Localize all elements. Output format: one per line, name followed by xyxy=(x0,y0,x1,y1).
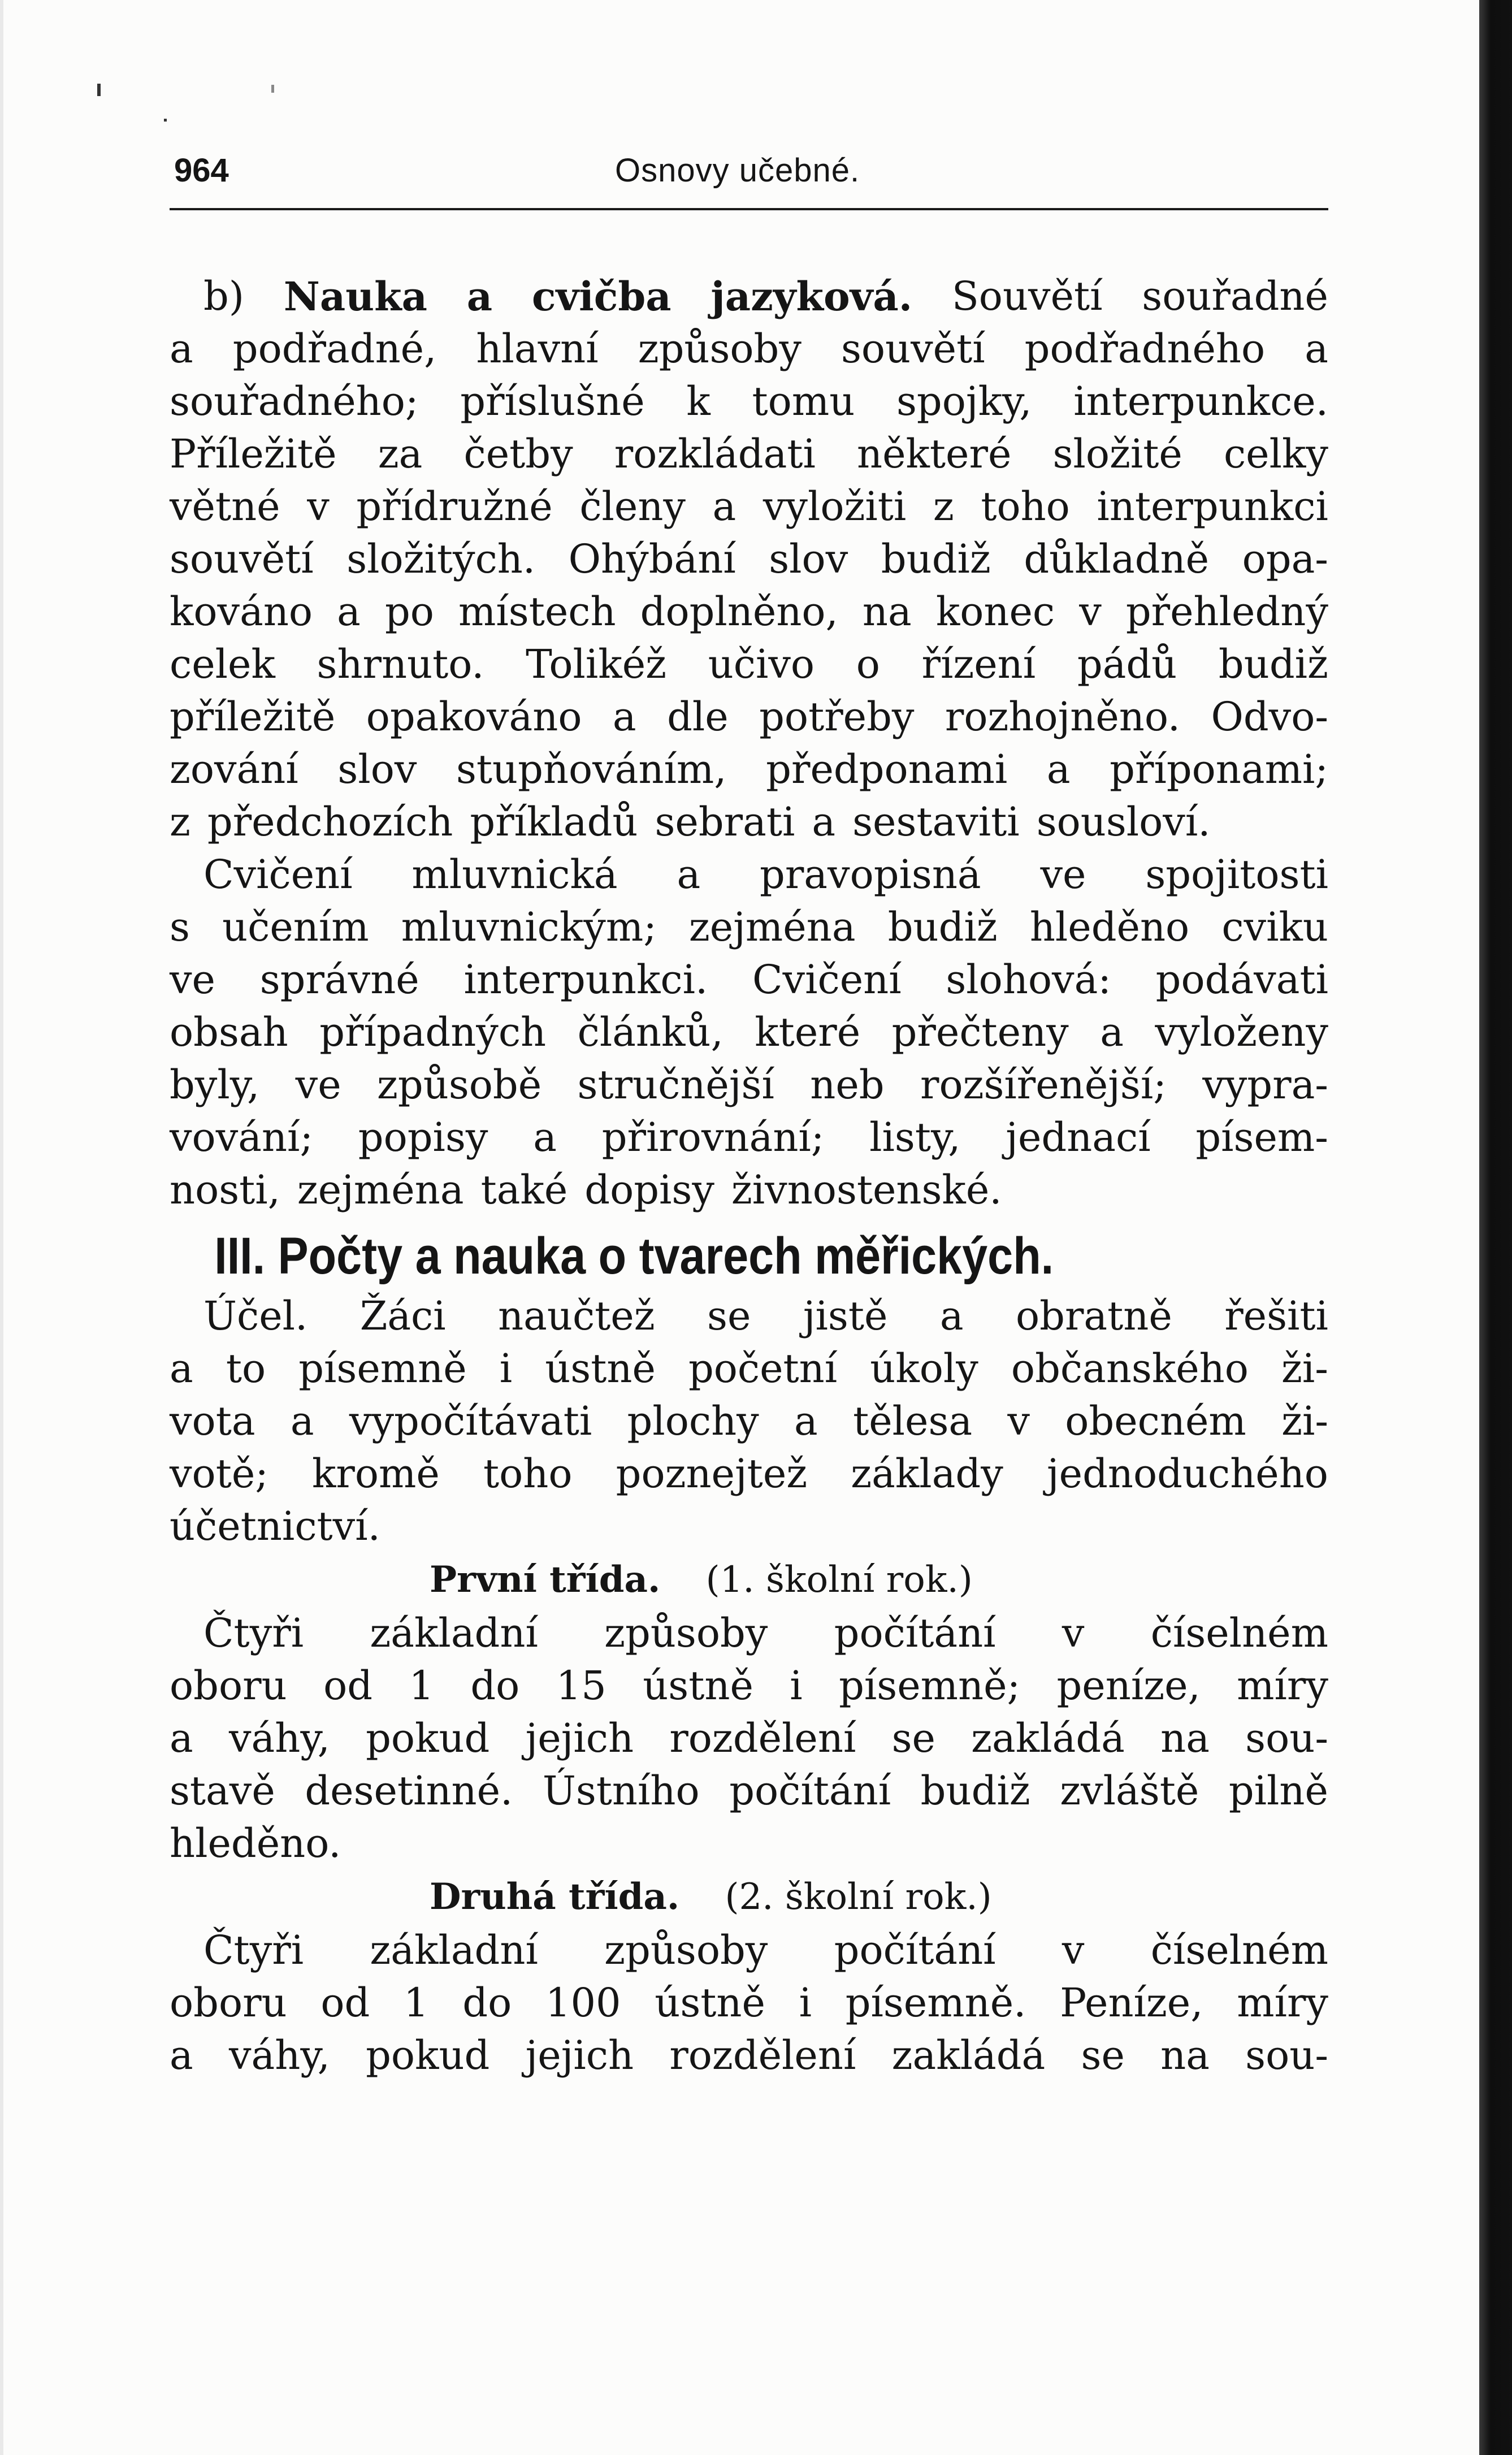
text-line xyxy=(170,1977,1328,2029)
word: řízení xyxy=(921,641,1036,687)
word: vypra- xyxy=(1202,1062,1328,1108)
word: rozdělení xyxy=(669,2032,856,2079)
text-line xyxy=(170,270,1328,323)
word: vyložiti xyxy=(763,483,907,530)
word: na xyxy=(1160,1715,1210,1761)
word: k xyxy=(686,378,710,425)
word: zejména xyxy=(297,1167,464,1213)
word: na xyxy=(862,588,912,635)
scan-right-edge-shadow xyxy=(1479,0,1512,2455)
word: desetinné. xyxy=(305,1768,513,1814)
word: celky xyxy=(1223,431,1328,477)
word: živnostenské. xyxy=(731,1167,1002,1213)
running-title: Osnovy učebné. xyxy=(615,152,860,189)
word: konec xyxy=(935,588,1055,635)
word: sebrati xyxy=(655,799,795,845)
word: slov xyxy=(769,536,848,582)
word: hlavní xyxy=(476,326,599,372)
word: slohová: xyxy=(946,956,1111,1003)
word: budiž xyxy=(920,1768,1030,1814)
paragraph-language-study xyxy=(170,270,1328,848)
word: votě; xyxy=(170,1451,268,1497)
word: shrnuto. xyxy=(317,641,484,687)
word: Účel. xyxy=(203,1293,308,1339)
word: a xyxy=(533,1114,557,1161)
word: toho xyxy=(981,483,1070,530)
word: a xyxy=(1100,1009,1124,1055)
word: a xyxy=(794,1398,818,1444)
text-line xyxy=(170,375,1328,428)
text-line xyxy=(170,691,1328,743)
word: rozhojněno. xyxy=(945,694,1181,740)
word: příslušné xyxy=(460,378,645,425)
word: početní xyxy=(688,1345,838,1392)
word: stupňováním, xyxy=(456,746,727,793)
word: a xyxy=(170,2032,193,2079)
word: přehledný xyxy=(1125,588,1328,635)
word: přirovnání; xyxy=(601,1114,825,1161)
word: z xyxy=(170,799,190,845)
word: ústně xyxy=(545,1345,656,1392)
word: sousloví. xyxy=(1036,799,1211,845)
word: Čtyři xyxy=(203,1927,304,1973)
word: správné xyxy=(259,956,419,1003)
word: ži- xyxy=(1281,1345,1328,1392)
word: zejména xyxy=(688,904,856,950)
word: ve xyxy=(295,1062,341,1108)
word: číselném xyxy=(1150,1610,1328,1656)
word: Odvo- xyxy=(1211,694,1328,740)
word: a xyxy=(612,694,636,740)
text-line xyxy=(170,1817,1328,1870)
word: dle xyxy=(667,694,729,740)
word: jejich xyxy=(525,1715,634,1761)
word: příponami; xyxy=(1110,746,1328,793)
word: celek xyxy=(170,641,275,687)
text-line xyxy=(170,638,1328,691)
paragraph-exercises xyxy=(170,848,1328,1216)
word: budiž xyxy=(881,536,991,582)
text-line xyxy=(170,1059,1328,1111)
word: neb xyxy=(810,1062,885,1108)
word: počítání xyxy=(834,1610,996,1656)
word: Ústního xyxy=(542,1768,700,1814)
class-title: První třída. xyxy=(430,1558,661,1601)
word: interpunkci xyxy=(1097,483,1328,530)
text-line xyxy=(170,2029,1328,2082)
word: zvláště xyxy=(1060,1768,1199,1814)
text-line xyxy=(170,1006,1328,1059)
word: ve xyxy=(170,956,215,1003)
word: písemně xyxy=(298,1345,467,1392)
word: a xyxy=(170,326,193,372)
word: cvičba xyxy=(531,273,671,320)
word: plochy xyxy=(627,1398,759,1444)
word: vování; xyxy=(170,1114,314,1161)
text-line xyxy=(170,1395,1328,1448)
word: počítání xyxy=(729,1768,891,1814)
word: obsah xyxy=(170,1009,288,1055)
word: jejich xyxy=(525,2032,634,2079)
word: hleděno. xyxy=(170,1820,341,1867)
text-line xyxy=(170,323,1328,375)
word: způsoby xyxy=(604,1610,768,1656)
scan-speck xyxy=(271,85,274,93)
word: popisy xyxy=(358,1114,488,1161)
page-number: 964 xyxy=(174,152,229,189)
word: z xyxy=(933,483,954,530)
word: způsoby xyxy=(638,326,802,372)
word: ústně xyxy=(655,1980,765,2026)
word: složitých. xyxy=(346,536,536,582)
word: 100 xyxy=(545,1980,621,2026)
word: četby xyxy=(463,431,573,477)
word: písemně. xyxy=(845,1980,1026,2026)
word: s xyxy=(170,904,190,950)
word: a xyxy=(337,588,361,635)
section-heading: III. Počty a nauka o tvarech měřických. xyxy=(214,1227,1054,1285)
paragraph-first-class xyxy=(170,1607,1328,1870)
word: interpunkce. xyxy=(1073,378,1328,425)
word: mluvnická xyxy=(411,851,618,898)
word: b) xyxy=(203,273,245,319)
body-text xyxy=(170,270,1328,2082)
word: nosti, xyxy=(170,1167,280,1213)
word: sou- xyxy=(1245,2032,1328,2079)
word: zakládá xyxy=(971,1715,1125,1761)
word: Příležitě xyxy=(170,431,337,477)
word: tomu xyxy=(752,378,855,425)
word: hleděno xyxy=(1029,904,1190,950)
word: pokud xyxy=(366,1715,490,1761)
word: místech xyxy=(458,588,616,635)
word: vota xyxy=(170,1398,255,1444)
word: to xyxy=(226,1345,266,1392)
word: předponami xyxy=(766,746,1008,793)
word: souřadné xyxy=(1142,273,1328,319)
word: pilně xyxy=(1228,1768,1328,1814)
word: a xyxy=(677,851,701,898)
word: i xyxy=(799,1980,812,2026)
word: také xyxy=(480,1167,568,1213)
word: způsoby xyxy=(604,1927,768,1973)
text-line xyxy=(170,480,1328,533)
word: i xyxy=(499,1345,513,1392)
word: od xyxy=(323,1662,373,1709)
text-line xyxy=(170,586,1328,638)
word: příkladů xyxy=(470,799,638,845)
word: Cvičení xyxy=(203,851,353,898)
word: stručnější xyxy=(577,1062,774,1108)
word: občanského xyxy=(1011,1345,1249,1392)
word: tělesa xyxy=(853,1398,973,1444)
word: Ohýbání xyxy=(568,536,736,582)
word: ústně xyxy=(643,1662,753,1709)
word: pádů xyxy=(1077,641,1177,687)
word: vyloženy xyxy=(1155,1009,1328,1055)
word: potřeby xyxy=(759,694,915,740)
word: přečteny xyxy=(891,1009,1069,1055)
word: od xyxy=(320,1980,370,2026)
word: rozkládati xyxy=(614,431,816,477)
word: číselném xyxy=(1150,1927,1328,1973)
word: spojky, xyxy=(896,378,1032,425)
word: a xyxy=(290,1398,314,1444)
text-line xyxy=(170,533,1328,586)
scan-left-edge xyxy=(0,0,3,2455)
word: byly, xyxy=(170,1062,260,1108)
word: které xyxy=(755,1009,861,1055)
class-title: Druhá třída. xyxy=(430,1876,680,1918)
word: základní xyxy=(370,1610,538,1656)
word: a xyxy=(170,1345,193,1392)
word: a xyxy=(812,799,836,845)
word: rozšířenější; xyxy=(920,1062,1167,1108)
word: jednoduchého xyxy=(1046,1451,1328,1497)
word: se xyxy=(707,1293,751,1339)
school-year: (1. školní rok.) xyxy=(705,1559,973,1601)
page-header xyxy=(174,148,1327,193)
word: Peníze, xyxy=(1060,1980,1203,2026)
word: způsobě xyxy=(377,1062,542,1108)
word: Souvětí xyxy=(951,273,1103,319)
word: písemně; xyxy=(839,1662,1021,1709)
word: souvětí xyxy=(841,326,985,372)
word: do xyxy=(470,1662,520,1709)
word: váhy, xyxy=(228,2032,330,2079)
word: budiž xyxy=(887,904,998,950)
text-line xyxy=(170,1343,1328,1395)
text-line xyxy=(170,428,1328,480)
word: oboru xyxy=(170,1980,287,2026)
word: spojitosti xyxy=(1145,851,1328,898)
text-line xyxy=(170,1765,1328,1817)
header-rule xyxy=(170,208,1328,210)
word: základní xyxy=(370,1927,538,1973)
text-line xyxy=(170,796,1328,848)
school-year: (2. školní rok.) xyxy=(725,1876,992,1918)
word: slov xyxy=(337,746,417,793)
word: v xyxy=(307,483,330,530)
word: míry xyxy=(1237,1662,1328,1709)
word: Nauka xyxy=(283,273,427,320)
word: větné xyxy=(170,483,280,530)
word: důkladně xyxy=(1024,536,1210,582)
word: podávati xyxy=(1155,956,1328,1003)
word: oboru xyxy=(170,1662,287,1709)
text-line xyxy=(170,1111,1328,1164)
text-line xyxy=(170,743,1328,796)
word: opa- xyxy=(1242,536,1328,582)
word: účetnictví. xyxy=(170,1503,380,1549)
word: opakováno xyxy=(366,694,582,740)
word: a xyxy=(1305,326,1328,372)
word: mluvnickým; xyxy=(401,904,657,950)
word: základy xyxy=(851,1451,1003,1497)
word: zakládá xyxy=(891,2032,1046,2079)
scan-speck xyxy=(97,84,101,96)
word: rozdělení xyxy=(669,1715,856,1761)
word: podřadné, xyxy=(232,326,437,372)
word: případných xyxy=(319,1009,547,1055)
word: pokud xyxy=(366,2032,490,2079)
word: dopisy xyxy=(584,1167,714,1213)
word: toho xyxy=(483,1451,573,1497)
word: naučtež xyxy=(498,1293,655,1339)
word: kováno xyxy=(170,588,313,635)
word: poznejtež xyxy=(616,1451,808,1497)
word: sestaviti xyxy=(852,799,1020,845)
word: a xyxy=(712,483,736,530)
word: řešiti xyxy=(1224,1293,1328,1339)
word: se xyxy=(1081,2032,1125,2079)
word: předchozích xyxy=(207,799,453,845)
word: některé xyxy=(857,431,1012,477)
word: písem- xyxy=(1195,1114,1328,1161)
word: jednací xyxy=(1006,1114,1151,1161)
word: ži- xyxy=(1281,1398,1328,1444)
word: pravopisná xyxy=(760,851,981,898)
word: 1 xyxy=(404,1980,429,2026)
text-line xyxy=(170,901,1328,954)
word: Tolikéž xyxy=(526,641,667,687)
word: ve xyxy=(1040,851,1086,898)
word: kromě xyxy=(312,1451,440,1497)
text-line xyxy=(170,1712,1328,1765)
word: a xyxy=(466,273,493,320)
word: učením xyxy=(222,904,369,950)
word: Žáci xyxy=(359,1293,446,1339)
word: se xyxy=(891,1715,935,1761)
word: učivo xyxy=(708,641,815,687)
word: členy xyxy=(579,483,686,530)
word: 15 xyxy=(556,1662,606,1709)
word: složité xyxy=(1052,431,1182,477)
word: a xyxy=(170,1715,193,1761)
text-line xyxy=(170,954,1328,1006)
class-heading-second xyxy=(170,1870,1328,1924)
word: Čtyři xyxy=(203,1610,304,1656)
word: souvětí xyxy=(170,536,314,582)
paragraph-second-class xyxy=(170,1924,1328,2082)
word: v xyxy=(1007,1398,1030,1444)
word: podřadného xyxy=(1024,326,1266,372)
word: cviku xyxy=(1221,904,1328,950)
word: budiž xyxy=(1218,641,1328,687)
word: v xyxy=(1062,1927,1085,1973)
word: obratně xyxy=(1015,1293,1172,1339)
word: doplněno, xyxy=(640,588,838,635)
word: za xyxy=(378,431,423,477)
text-line xyxy=(170,1290,1328,1343)
word: zování xyxy=(170,746,298,793)
word: příležitě xyxy=(170,694,336,740)
word: článků, xyxy=(577,1009,723,1055)
class-heading-first xyxy=(170,1553,1328,1607)
word: a xyxy=(1046,746,1071,793)
word: listy, xyxy=(869,1114,961,1161)
word: obecném xyxy=(1065,1398,1246,1444)
word: stavě xyxy=(170,1768,275,1814)
text-line xyxy=(170,1660,1328,1712)
text-line xyxy=(170,1924,1328,1977)
word: přídružné xyxy=(356,483,553,530)
text-line xyxy=(170,1164,1328,1216)
word: Cvičení xyxy=(752,956,902,1003)
word: v xyxy=(1062,1610,1085,1656)
word: vypočítávati xyxy=(349,1398,592,1444)
word: i xyxy=(790,1662,803,1709)
text-line xyxy=(170,848,1328,901)
word: po xyxy=(385,588,434,635)
word: jistě xyxy=(803,1293,888,1339)
word: o xyxy=(856,641,880,687)
word: úkoly xyxy=(870,1345,978,1392)
text-line xyxy=(170,1500,1328,1553)
word: interpunkci. xyxy=(463,956,708,1003)
word: v xyxy=(1079,588,1102,635)
word: peníze, xyxy=(1056,1662,1201,1709)
word: počítání xyxy=(834,1927,996,1973)
word: míry xyxy=(1237,1980,1328,2026)
text-line xyxy=(170,1607,1328,1660)
word: 1 xyxy=(409,1662,434,1709)
paragraph-purpose xyxy=(170,1290,1328,1553)
word: na xyxy=(1160,2032,1210,2079)
word: souřadného; xyxy=(170,378,419,425)
scan-speck xyxy=(164,119,167,122)
word: a xyxy=(939,1293,964,1339)
word: sou- xyxy=(1245,1715,1328,1761)
word: váhy, xyxy=(228,1715,330,1761)
word: do xyxy=(462,1980,512,2026)
text-line xyxy=(170,1448,1328,1500)
word: jazyková. xyxy=(710,273,913,320)
